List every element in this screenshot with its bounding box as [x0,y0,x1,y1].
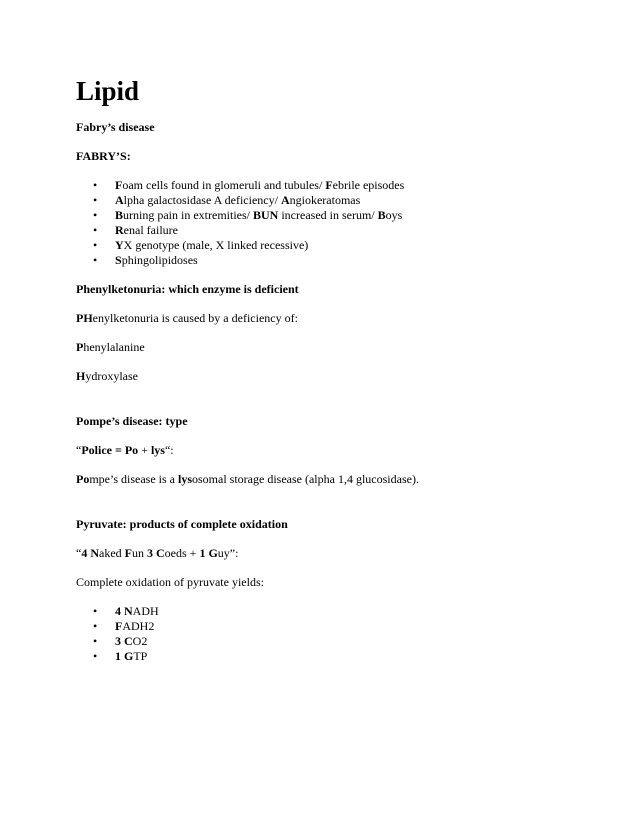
pyruvate-intro: Complete oxidation of pyruvate yields: [76,575,264,589]
list-item: • 4 NADH [93,604,159,618]
bullet-icon: • [93,619,98,633]
pyruvate-heading: Pyruvate: products of complete oxidation [76,517,288,531]
pyruvate-list [76,604,596,664]
pompe-heading: Pompe’s disease: type [76,414,188,428]
list-item: • YX genotype (male, X linked recessive) [93,238,309,252]
list-item: • Alpha galactosidase A deficiency/ Angiokeratomas [93,193,361,207]
pku-line-2: Hydroxylase [76,369,138,383]
pyruvate-mnemonic: “4 Naked Fun 3 Coeds + 1 Guy”: [76,546,239,560]
bullet-icon: • [93,634,98,648]
bullet-icon: • [93,223,98,237]
pku-intro: PHenylketonuria is caused by a deficiency of: [76,311,298,325]
list-item: • Sphingolipidoses [93,253,198,267]
bullet-icon: • [93,253,98,267]
list-item: • 3 CO2 [93,634,148,648]
list-item: • Burning pain in extremities/ BUN increased in serum/ Boys [93,208,403,222]
bullet-icon: • [93,649,98,663]
page-title: Lipid [76,76,140,106]
bullet-icon: • [93,178,98,192]
fabry-list [76,178,596,268]
fabry-mnemonic-text: FABRY’S: [76,149,131,163]
pompe-description: Pompe’s disease is a lysosomal storage disease (alpha 1,4 glucosidase). [76,472,419,486]
page-content [76,76,596,678]
list-item: • 1 GTP [93,649,148,663]
pompe-mnemonic: “Police = Po + lys“: [76,443,174,457]
bullet-icon: • [93,238,98,252]
bullet-icon: • [93,604,98,618]
list-item: • Renal failure [93,223,178,237]
bullet-icon: • [93,193,98,207]
list-item: • FADH2 [93,619,155,633]
pku-heading: Phenylketonuria: which enzyme is deficient [76,282,299,296]
bullet-icon: • [93,208,98,222]
fabry-mnemonic [76,149,596,164]
list-item: • Foam cells found in glomeruli and tubules/ Febrile episodes [93,178,405,192]
pku-line-1: Phenylalanine [76,340,145,354]
fabry-heading: Fabry’s disease [76,120,155,134]
